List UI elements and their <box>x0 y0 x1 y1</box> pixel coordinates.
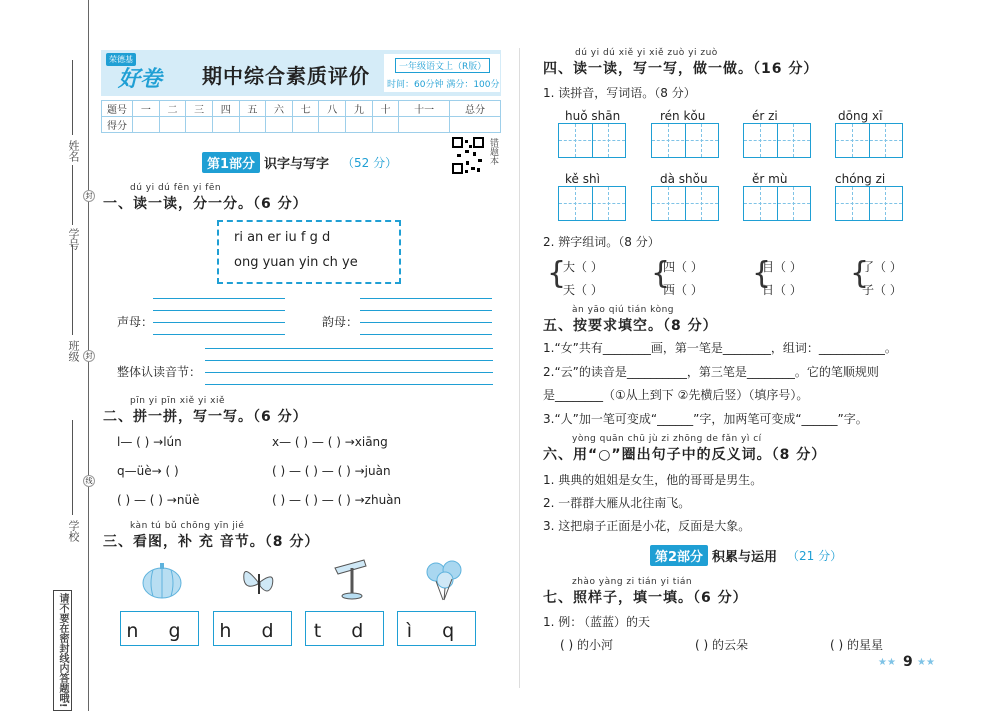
word-pinyin: dōng xī <box>838 109 883 123</box>
score-cell: 十一 <box>399 101 450 117</box>
pair-item: 日（ ） <box>762 283 802 297</box>
q2-item: ( ) — ( ) — ( ) →zhuàn <box>272 493 402 507</box>
q6-title: 六、用“○”圈出句子中的反义词。（8 分） <box>543 447 827 463</box>
time-info: 时间：60分钟 满分：100分 <box>387 80 500 90</box>
pair-item: 大（ ） <box>563 260 603 274</box>
page-title: 期中综合素质评价 <box>202 64 370 88</box>
yunmu-line[interactable] <box>360 334 492 335</box>
q3-answer-box[interactable] <box>213 611 292 646</box>
part1-name: 识字与写字 <box>264 157 330 172</box>
score-row-label: 得分 <box>102 117 133 133</box>
yunmu-label: 韵母： <box>322 315 359 329</box>
yunmu-line[interactable] <box>360 310 492 311</box>
q7-item: ( ) 的星星 <box>830 638 883 652</box>
school-line <box>72 420 73 515</box>
pair-item: 天（ ） <box>563 283 603 297</box>
q3-box-text: t d <box>313 620 376 642</box>
q3-pinyin: kàn tú bǔ chōng yīn jié <box>130 521 245 531</box>
q7-item: ( ) 的小河 <box>560 638 613 652</box>
word-pinyin: ěr mù <box>752 172 788 186</box>
q5-line2a: 2.“云”的读音是__________，第三笔是________。它的笔顺规则 <box>543 365 879 379</box>
score-input[interactable] <box>319 117 346 133</box>
desk-lamp-icon <box>330 556 372 602</box>
grade-tag: 一年级语文上（R版） <box>395 58 490 73</box>
q6-line1: 1. 典典的姐姐是女生，他的哥哥是男生。 <box>543 473 763 487</box>
score-input[interactable] <box>450 117 501 133</box>
word-pinyin: dà shǒu <box>660 172 708 186</box>
score-input[interactable] <box>399 117 450 133</box>
name-label: 姓名 <box>67 140 80 162</box>
shengmu-line[interactable] <box>153 298 285 299</box>
brace-icon: { <box>752 256 772 291</box>
score-input[interactable] <box>212 117 239 133</box>
seal-mark-3: 线 <box>83 475 95 487</box>
part1-tag: 第1部分 <box>202 152 260 173</box>
score-input[interactable] <box>133 117 160 133</box>
tianzige-box[interactable] <box>743 186 811 221</box>
balloons-icon <box>423 558 467 602</box>
pumpkin-icon <box>141 562 183 600</box>
class-line <box>72 245 73 335</box>
id-label: 学号 <box>67 228 80 250</box>
q4-sub1: 1. 读拼音，写词语。（8 分） <box>543 86 696 100</box>
yunmu-line[interactable] <box>360 322 492 323</box>
tianzige-box[interactable] <box>558 123 626 158</box>
shengmu-line[interactable] <box>153 334 285 335</box>
score-cell: 八 <box>319 101 346 117</box>
tianzige-box[interactable] <box>651 123 719 158</box>
shengmu-line[interactable] <box>153 322 285 323</box>
shengmu-label: 声母： <box>117 315 154 329</box>
stars-right-icon: ★★ <box>917 657 935 668</box>
pair-item: 西（ ） <box>663 283 703 297</box>
q5-line2b: 是________（①从上到下 ②先横后竖）（填序号）。 <box>543 388 809 402</box>
zhengti-label: 整体认读音节： <box>117 365 202 379</box>
qr-label: 错题本 <box>488 138 498 165</box>
q2-pinyin: pīn yi pīn xiě yi xiě <box>130 396 226 406</box>
q3-box-text: ì q <box>406 620 467 642</box>
word-pinyin: kě shì <box>565 172 600 186</box>
score-cell: 总分 <box>450 101 501 117</box>
q3-title: 三、看图，补 充 音节。（8 分） <box>103 534 320 550</box>
column-divider <box>519 48 520 688</box>
brace-icon: { <box>850 256 870 291</box>
q5-line3: 3.“人”加一笔可变成“______”字，加两笔可变成“______”字。 <box>543 412 868 426</box>
q1-title: 一、读一读，分一分。（6 分） <box>103 196 308 212</box>
q7-item: ( ) 的云朵 <box>695 638 748 652</box>
score-cell: 二 <box>159 101 186 117</box>
score-cell: 十 <box>372 101 399 117</box>
score-input[interactable] <box>266 117 293 133</box>
score-cell: 三 <box>186 101 213 117</box>
score-cell: 五 <box>239 101 266 117</box>
butterfly-icon <box>238 560 280 604</box>
q3-box-text: n g <box>126 620 193 642</box>
tianzige-box[interactable] <box>651 186 719 221</box>
q5-title: 五、按要求填空。（8 分） <box>543 318 718 334</box>
brand-small: 荣德基 <box>106 53 136 66</box>
tianzige-box[interactable] <box>835 123 903 158</box>
pair-item: 目（ ） <box>762 260 802 274</box>
score-input[interactable] <box>372 117 399 133</box>
q1-row1: ri an er iu f g d <box>234 230 331 245</box>
score-input[interactable] <box>292 117 319 133</box>
tianzige-box[interactable] <box>558 186 626 221</box>
qr-code-icon <box>452 137 484 175</box>
binding-notice: 请不要在密封线内答题哦! <box>53 590 72 711</box>
q1-pinyin: dú yi dú fēn yi fēn <box>130 183 222 193</box>
name-line <box>72 60 73 135</box>
score-cell: 题号 <box>102 101 133 117</box>
score-cell: 六 <box>266 101 293 117</box>
score-cell: 九 <box>346 101 373 117</box>
zhengti-line[interactable] <box>205 384 493 385</box>
page-number: 9 <box>903 654 913 670</box>
q2-item: q—üè→ ( ) <box>117 464 179 478</box>
brand-logo: 好卷 <box>118 67 163 92</box>
q2-item: l— ( ) →lún <box>117 435 182 449</box>
score-input[interactable] <box>346 117 373 133</box>
seal-mark-2: 封 <box>83 350 95 362</box>
score-input[interactable] <box>159 117 186 133</box>
stars-left-icon: ★★ <box>878 657 896 668</box>
part2-tag: 第2部分 <box>650 545 708 566</box>
part2-name: 积累与运用 <box>712 550 778 565</box>
word-pinyin: rén kǒu <box>660 109 706 123</box>
q3-answer-box[interactable] <box>305 611 384 646</box>
score-table-header-row <box>102 101 501 117</box>
score-cell: 七 <box>292 101 319 117</box>
q3-box-text: h d <box>219 620 286 642</box>
q6-line2: 2. 一群群大雁从北往南飞。 <box>543 496 691 510</box>
brace-icon: { <box>547 256 567 291</box>
part2-heading <box>650 545 850 565</box>
id-line <box>72 165 73 225</box>
score-cell: 一 <box>133 101 160 117</box>
word-pinyin: huǒ shān <box>565 109 621 123</box>
q7-example-label: 1. 例： <box>543 615 583 629</box>
q4-title: 四、读一读，写一写，做一做。（16 分） <box>543 61 819 77</box>
q3-answer-box[interactable] <box>120 611 199 646</box>
zhengti-line[interactable] <box>205 360 493 361</box>
pair-item: 了（ ） <box>862 260 902 274</box>
q4-sub2: 2. 辨字组词。（8 分） <box>543 235 660 249</box>
q6-line3: 3. 这把扇子正面是小花，反面是大象。 <box>543 519 751 533</box>
score-input[interactable] <box>186 117 213 133</box>
word-pinyin: chóng zi <box>835 172 886 186</box>
q2-item: ( ) — ( ) →nüè <box>117 493 200 507</box>
pair-item: 子（ ） <box>862 283 902 297</box>
q4-pinyin: dú yi dú xiě yi xiě zuò yi zuò <box>575 48 718 58</box>
word-pinyin: ér zi <box>752 109 778 123</box>
tianzige-box[interactable] <box>743 123 811 158</box>
q5-pinyin: àn yāo qiú tián kòng <box>572 305 674 315</box>
q2-title: 二、拼一拼，写一写。（6 分） <box>103 409 308 425</box>
part2-score: （21 分） <box>787 549 843 563</box>
shengmu-line[interactable] <box>153 310 285 311</box>
q6-pinyin: yòng quān chū jù zi zhōng de fǎn yì cí <box>572 434 762 444</box>
part1-score: （52 分） <box>342 156 398 170</box>
tianzige-box[interactable] <box>835 186 903 221</box>
q2-item: ( ) — ( ) — ( ) →juàn <box>272 464 391 478</box>
school-label: 学校 <box>67 520 80 542</box>
zhengti-line[interactable] <box>205 372 493 373</box>
q1-row2: ong yuan yin ch ye <box>234 255 358 270</box>
score-table-score-row <box>102 117 501 133</box>
pair-item: 四（ ） <box>663 260 703 274</box>
q7-pinyin: zhào yàng zi tián yi tián <box>572 577 693 587</box>
yunmu-line[interactable] <box>360 298 492 299</box>
brace-icon: { <box>651 256 671 291</box>
q3-answer-box[interactable] <box>397 611 476 646</box>
seal-mark-1: 封 <box>83 190 95 202</box>
zhengti-line[interactable] <box>205 348 493 349</box>
score-cell: 四 <box>212 101 239 117</box>
score-table <box>101 100 501 133</box>
class-label: 班级 <box>67 340 80 362</box>
q2-item: x— ( ) — ( ) →xiāng <box>272 435 388 449</box>
part1-heading <box>202 152 402 172</box>
q7-example: （蓝蓝）的天 <box>578 615 651 629</box>
q5-line1: 1.“女”共有________画，第一笔是________，组词：___________。 <box>543 341 897 355</box>
q7-title: 七、照样子，填一填。（6 分） <box>543 590 748 606</box>
score-input[interactable] <box>239 117 266 133</box>
